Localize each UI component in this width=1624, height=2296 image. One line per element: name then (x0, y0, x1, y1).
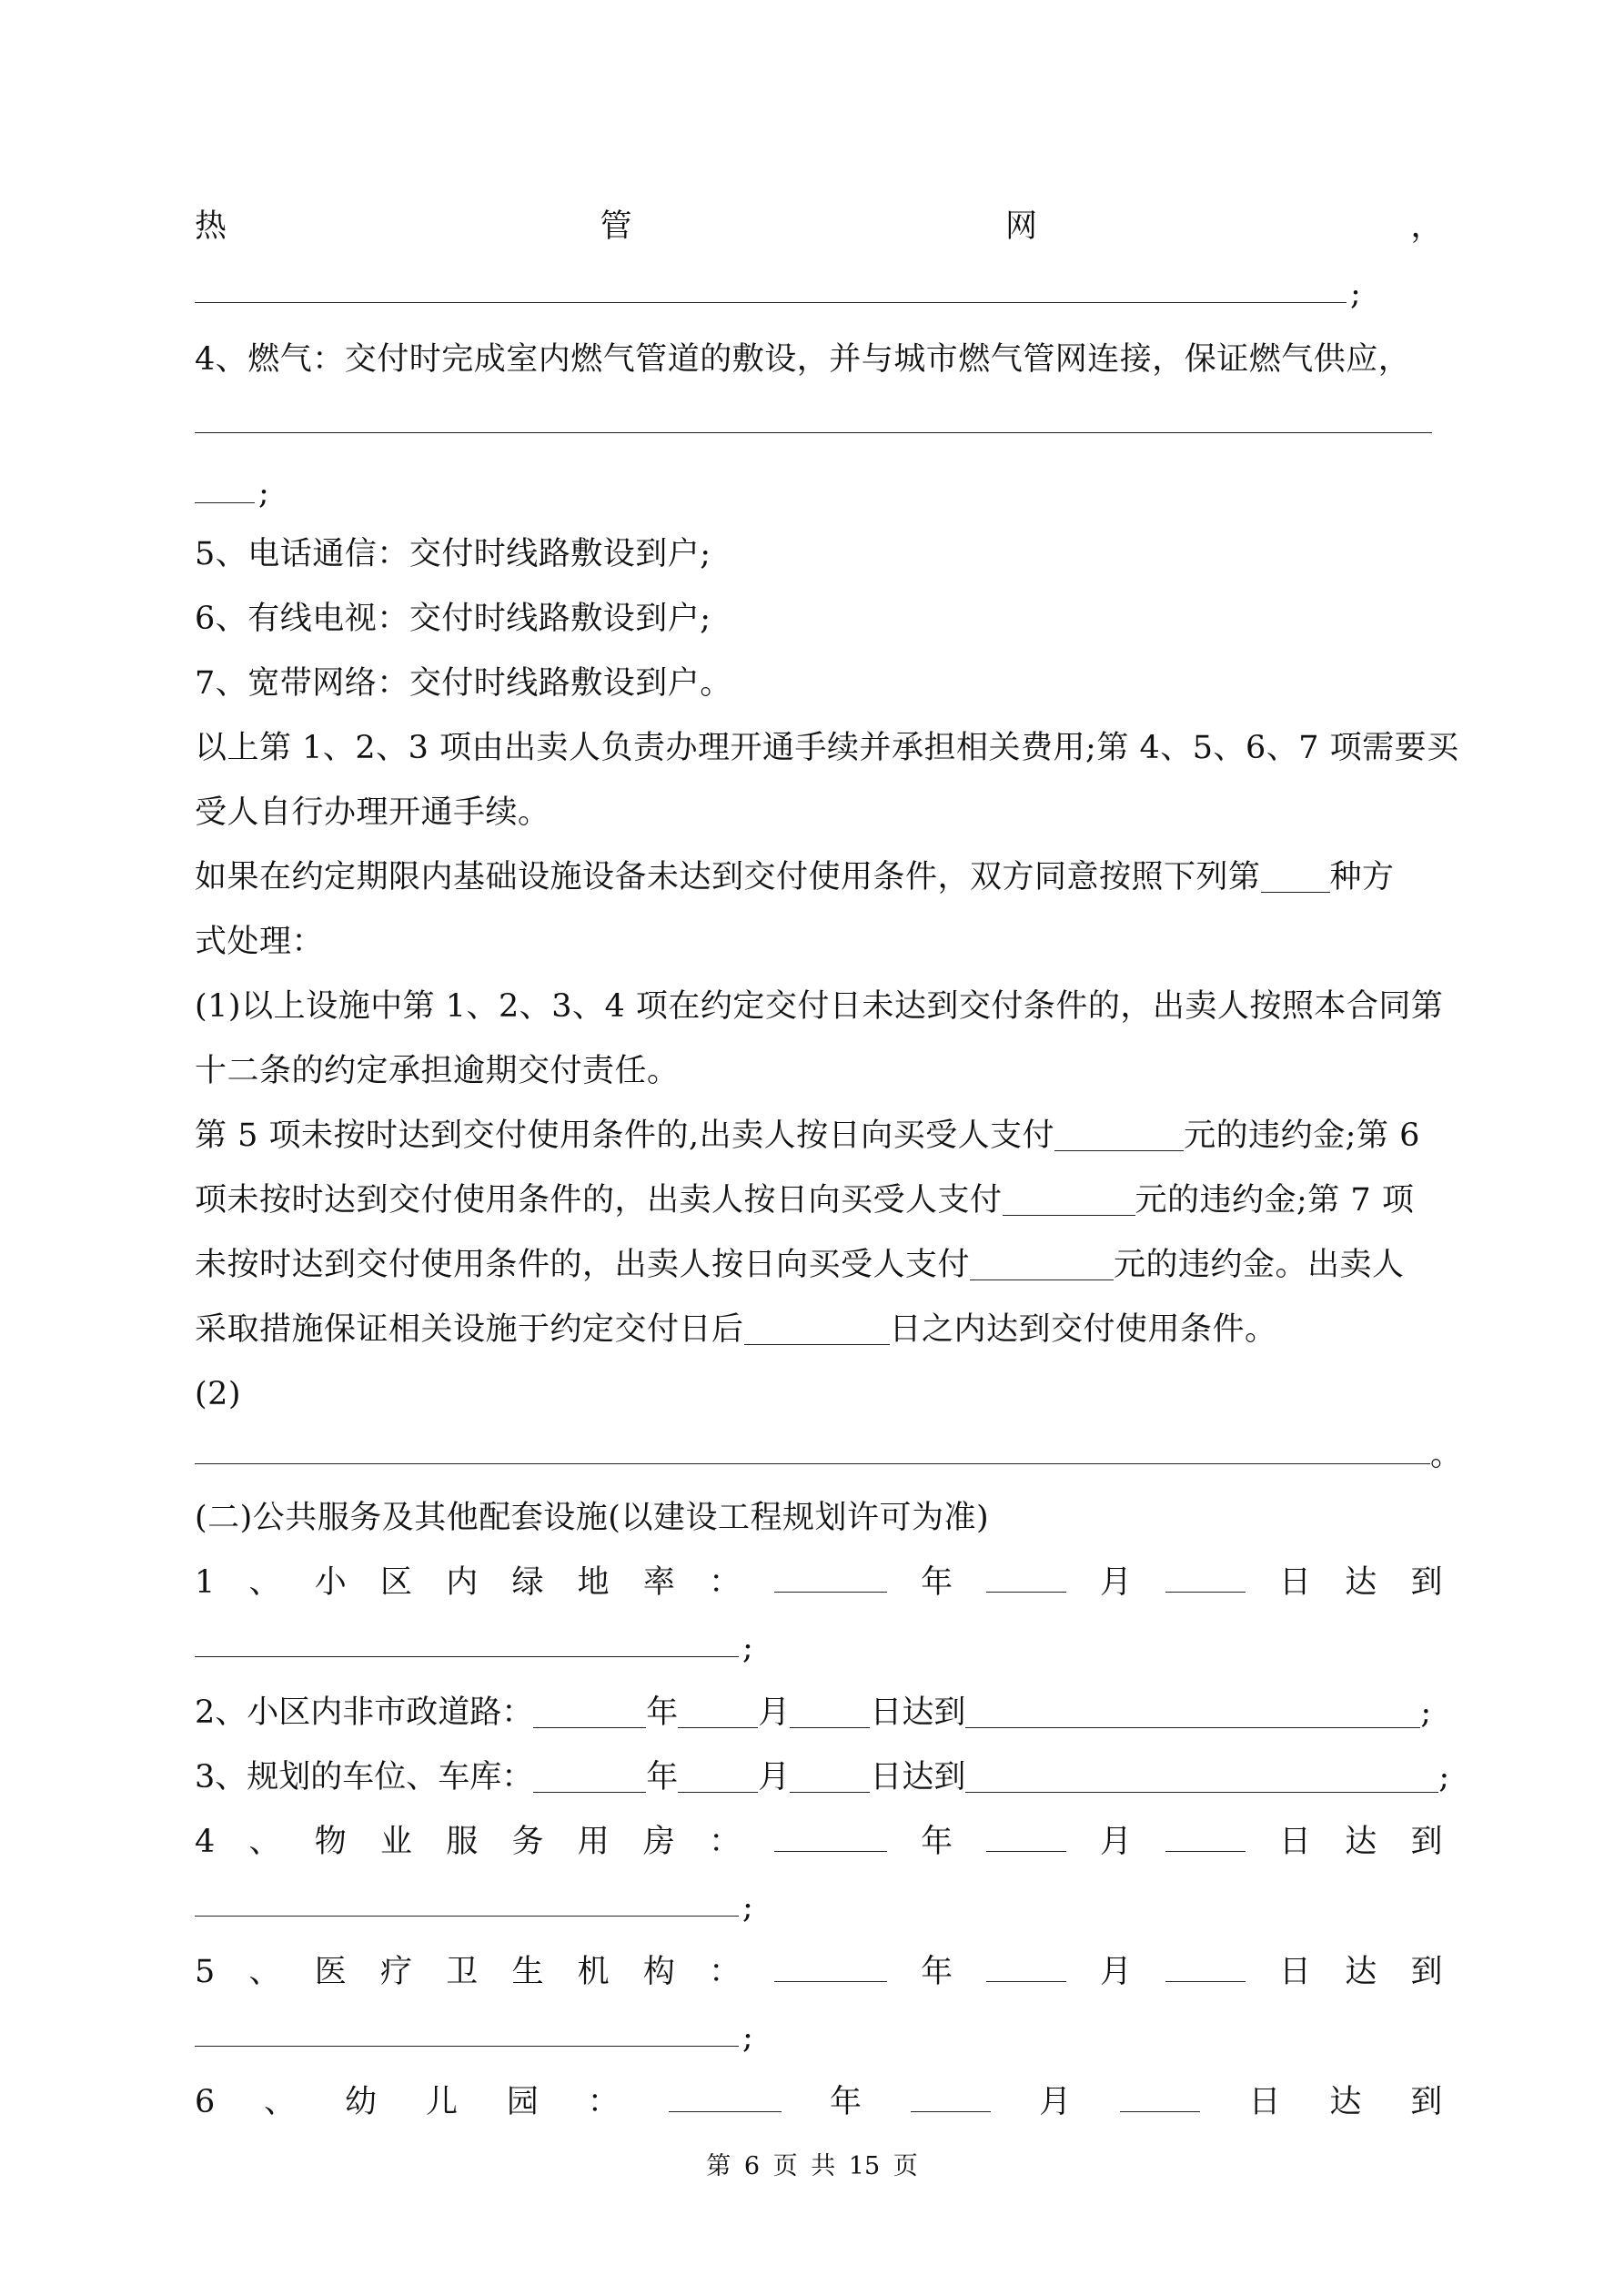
text-char: 儿 (425, 2084, 459, 2120)
fill-blank-year (774, 1950, 887, 1982)
text-char: 达 (1345, 1954, 1377, 1990)
text-char: 月 (1100, 1824, 1133, 1860)
text-char: 年 (646, 1759, 679, 1795)
text-segment: 元的违约金;第 7 项 (1135, 1182, 1415, 1219)
text-line-end: ; (1350, 276, 1362, 312)
text-char: 内 (446, 1564, 479, 1601)
text-segment: 日达到 (870, 1759, 966, 1795)
text-char: 年 (921, 1954, 953, 1990)
text-line-paragraph (195, 1178, 1443, 1223)
text-char: 园 (506, 2084, 540, 2120)
fill-blank (965, 1761, 1438, 1793)
text-segment: 2、小区内非市政道路： (195, 1694, 534, 1731)
text-char: 5 (195, 1954, 216, 1990)
text-char: 网 (1004, 208, 1038, 245)
fill-blank-line (195, 1656, 739, 1657)
text-char: 绿 (511, 1564, 544, 1601)
text-char: 疗 (379, 1954, 413, 1990)
text-char: 构 (642, 1954, 676, 1990)
text-char: 管 (600, 208, 632, 245)
text-char: 达 (1329, 2084, 1362, 2120)
fill-blank-year (774, 1820, 887, 1852)
text-char: 、 (248, 1824, 282, 1860)
text-char: 月 (758, 1694, 791, 1731)
text-line-paragraph: (1)以上设施中第 1、2、3、4 项在约定交付日未达到交付条件的，出卖人按照本合同第 (195, 988, 1444, 1025)
text-segment: 日达到 (870, 1694, 966, 1731)
text-line-paragraph (195, 1242, 1443, 1288)
text-char: ; (1438, 1759, 1450, 1795)
text-char: 房 (642, 1824, 676, 1860)
text-char: 物 (314, 1824, 348, 1860)
text-char: 到 (1410, 2084, 1443, 2120)
text-char: 地 (577, 1564, 610, 1601)
fill-blank-year (774, 1561, 887, 1593)
fill-blank-line (195, 1916, 739, 1917)
text-char: 热 (195, 208, 227, 245)
text-char: 小 (314, 1564, 348, 1601)
text-segment: 未按时达到交付使用条件的，出卖人按日向买受人支付 (195, 1247, 971, 1283)
fill-blank-month (678, 1761, 758, 1793)
text-line-end: ; (742, 1889, 754, 1926)
text-char: 用 (577, 1824, 610, 1860)
text-char: 月 (1039, 2084, 1072, 2120)
fill-blank-month (986, 1820, 1066, 1852)
text-char: 生 (511, 1954, 544, 1990)
text-line-green-rate (195, 1560, 1443, 1605)
text-char: 6 (195, 2084, 216, 2120)
fill-blank-day (1165, 1950, 1246, 1982)
text-char: 服 (446, 1824, 479, 1860)
fill-blank-line (195, 1463, 1430, 1464)
fill-blank-line (195, 432, 1432, 433)
text-segment: 3、规划的车位、车库： (195, 1759, 534, 1795)
text-char: 卫 (446, 1954, 479, 1990)
fill-blank-line (195, 2046, 739, 2047)
text-char: 业 (379, 1824, 413, 1860)
text-char: 1 (195, 1564, 216, 1601)
text-char: 、 (248, 1564, 282, 1601)
fill-blank (744, 1313, 890, 1345)
text-char: 达 (1345, 1564, 1377, 1601)
text-char: 日 (1279, 1824, 1312, 1860)
text-char: 、 (264, 2084, 297, 2120)
text-line-road (195, 1690, 1443, 1735)
text-line-paragraph (195, 1307, 1443, 1352)
text-line-property-office (195, 1819, 1443, 1865)
text-line-gas: 4、燃气：交付时完成室内燃气管道的敷设，并与城市燃气管网连接，保证燃气供应， (195, 341, 1411, 378)
fill-blank-month (986, 1561, 1066, 1593)
text-line-paragraph (195, 1113, 1443, 1158)
fill-blank-month (678, 1696, 758, 1728)
text-char: 到 (1410, 1954, 1443, 1990)
text-segment: 项未按时达到交付使用条件的，出卖人按日向买受人支付 (195, 1182, 1003, 1219)
fill-blank (1003, 1184, 1135, 1216)
text-char: 达 (1345, 1824, 1377, 1860)
text-line-kindergarten (195, 2079, 1443, 2125)
text-line-broadband: 7、宽带网络：交付时线路敷设到户。 (195, 665, 732, 702)
text-line-end: 。 (1430, 1437, 1463, 1473)
text-line-end: ; (742, 2019, 754, 2056)
fill-blank-day (790, 1761, 870, 1793)
fill-blank-month (986, 1950, 1066, 1982)
fill-blank-year (533, 1696, 646, 1728)
text-char: 月 (1100, 1954, 1133, 1990)
page-footer: 第 6 页 共 15 页 (706, 2152, 918, 2180)
text-char: 务 (511, 1824, 544, 1860)
text-line-cable-tv: 6、有线电视：交付时线路敷设到户; (195, 601, 711, 637)
text-char: 机 (577, 1954, 610, 1990)
fill-blank (1261, 861, 1330, 893)
text-char: 日 (1248, 2084, 1282, 2120)
fill-blank-day (1165, 1820, 1246, 1852)
section-heading: (二)公共服务及其他配套设施(以建设工程规划许可为准) (195, 1500, 990, 1536)
text-line-paragraph: 十二条的约定承担逾期交付责任。 (195, 1053, 680, 1089)
fill-blank-year (533, 1761, 646, 1793)
text-line-medical (195, 1949, 1443, 1995)
text-char: 4 (195, 1824, 216, 1860)
text-char: 、 (248, 1954, 282, 1990)
fill-blank (965, 1696, 1420, 1728)
text-char: 幼 (345, 2084, 378, 2120)
text-line-phone: 5、电话通信：交付时线路敷设到户; (195, 536, 711, 572)
text-char: ： (587, 2084, 620, 2120)
text-char: 到 (1410, 1824, 1443, 1860)
text-char: ; (1420, 1694, 1432, 1731)
text-line-heat-network (195, 204, 1443, 249)
text-segment: 采取措施保证相关设施于约定交付日后 (195, 1311, 744, 1348)
text-segment: 第 5 项未按时达到交付使用条件的,出卖人按日向买受人支付 (195, 1118, 1055, 1154)
text-char: 年 (829, 2084, 862, 2120)
text-char: 区 (379, 1564, 413, 1601)
fill-blank-day (790, 1696, 870, 1728)
fill-blank-line (195, 302, 1347, 303)
fill-blank-day (1165, 1561, 1246, 1593)
fill-blank-year (669, 2080, 782, 2112)
text-segment: 种方 (1329, 859, 1395, 895)
text-char: 日 (1279, 1564, 1312, 1601)
text-char: 月 (758, 1759, 791, 1795)
text-line-paragraph: 式处理： (195, 924, 325, 960)
fill-blank (1054, 1119, 1184, 1151)
text-char: 月 (1100, 1564, 1133, 1601)
text-line-paragraph: 受人自行办理开通手续。 (195, 794, 550, 831)
text-line-end: ; (742, 1630, 754, 1666)
fill-blank-short (195, 502, 255, 503)
text-segment: 元的违约金;第 6 (1184, 1118, 1420, 1154)
text-char: 年 (921, 1824, 953, 1860)
fill-blank (970, 1249, 1114, 1280)
text-char: 年 (921, 1564, 953, 1601)
text-char: ： (709, 1824, 741, 1860)
text-char: ： (709, 1954, 741, 1990)
text-char: 率 (642, 1564, 676, 1601)
text-char: 日 (1279, 1954, 1312, 1990)
text-segment: 日之内达到交付使用条件。 (889, 1311, 1277, 1348)
text-char: 年 (646, 1694, 679, 1731)
text-segment: 如果在约定期限内基础设施设备未达到交付使用条件，双方同意按照下列第 (195, 859, 1261, 895)
text-char: ， (1410, 208, 1443, 245)
text-char: ： (709, 1564, 741, 1601)
text-line-item-2: (2) (195, 1376, 242, 1412)
fill-blank-day (1120, 2080, 1200, 2112)
fill-blank-month (911, 2080, 991, 2112)
text-char: 医 (314, 1954, 348, 1990)
text-line-parking (195, 1755, 1450, 1800)
text-char: 到 (1410, 1564, 1443, 1601)
text-line-paragraph: 以上第 1、2、3 项由出卖人负责办理开通手续并承担相关费用;第 4、5、6、7 项需要买 (195, 730, 1459, 766)
text-segment: 元的违约金。出卖人 (1114, 1247, 1405, 1283)
text-line-paragraph (195, 855, 1443, 900)
text-line-end: ; (258, 475, 270, 511)
